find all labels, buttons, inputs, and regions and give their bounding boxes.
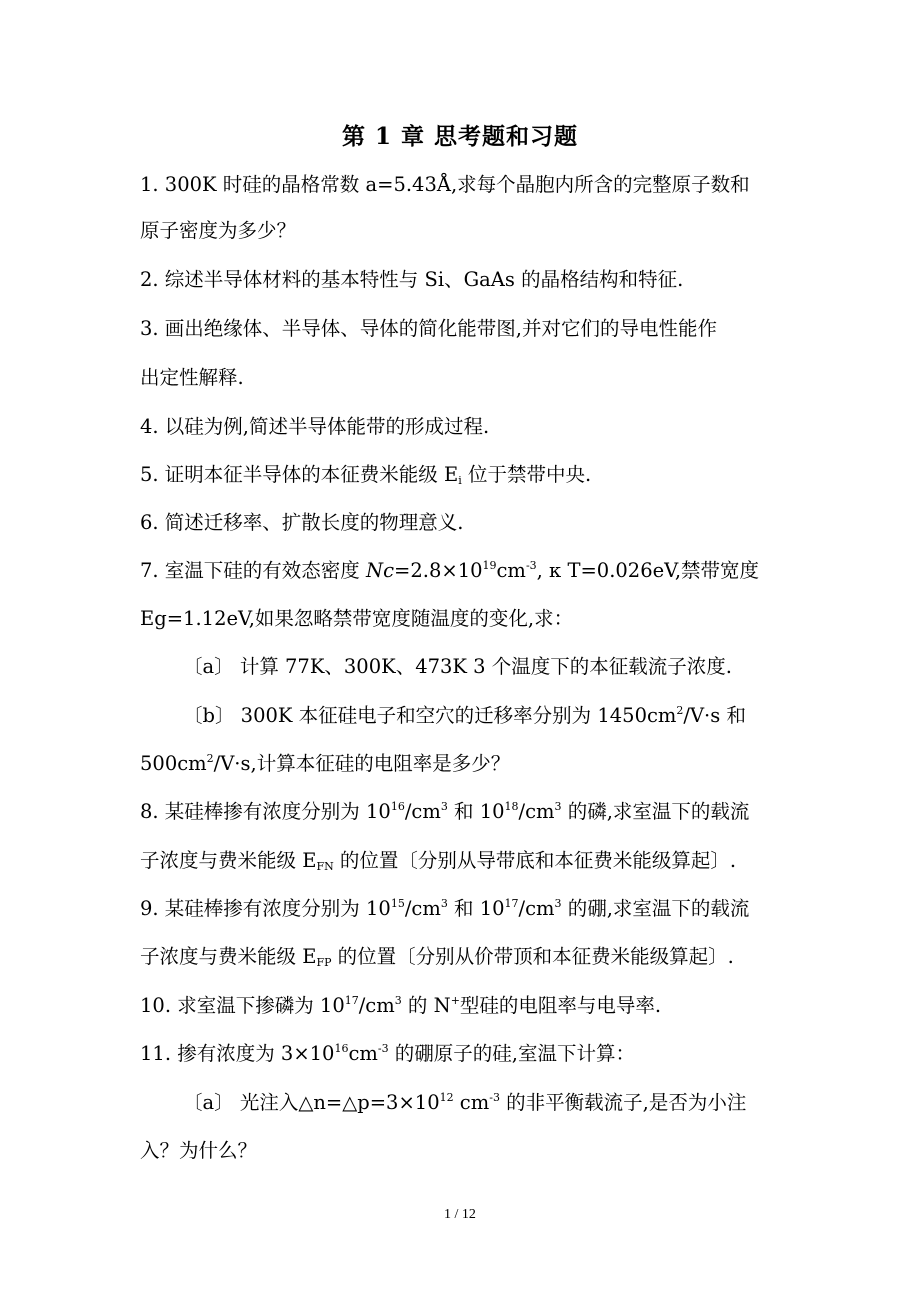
question-2: 2. 综述半导体材料的基本特性与 Si、GaAs 的晶格结构和特征. <box>140 268 684 291</box>
superscript: 3 <box>554 800 562 813</box>
superscript: -3 <box>525 559 537 572</box>
superscript: 16 <box>390 800 405 813</box>
question-11-sub-a-line-1 <box>183 1088 746 1118</box>
text-run: /cm <box>358 994 395 1017</box>
superscript: 17 <box>504 897 519 910</box>
text-run: 的磷,求室温下的载流 <box>561 800 750 823</box>
text-run: cm <box>496 559 526 582</box>
page-title: 第 1 章 思考题和习题 <box>341 123 579 150</box>
text-run: /cm <box>404 800 441 823</box>
text-run: 500cm <box>140 752 207 775</box>
question-7-sub-a: 〔a〕 计算 77K、300K、473K 3 个温度下的本征载流子浓度. <box>183 655 732 678</box>
superscript: 3 <box>440 800 448 813</box>
superscript: 18 <box>504 800 519 813</box>
question-3-line-2: 出定性解释. <box>140 366 244 389</box>
text-run: cm <box>453 1091 490 1114</box>
question-1-line-1: 1. 300K 时硅的晶格常数 a=5.43Å,求每个晶胞内所含的完整原子数和 <box>140 173 750 196</box>
text-run: 和 10 <box>447 897 505 920</box>
question-9-line-1 <box>140 894 749 924</box>
text-run: =2.8×10 <box>394 559 483 582</box>
text-run: , κ T=0.026eV,禁带宽度 <box>536 559 760 582</box>
superscript: -3 <box>489 1091 500 1104</box>
question-7-sub-b-line-1 <box>183 701 746 731</box>
text-run: /V·s 和 <box>683 704 746 727</box>
text-run: 9. 某硅棒掺有浓度分别为 10 <box>140 897 391 920</box>
text-run: 子浓度与费米能级 E <box>140 849 317 872</box>
text-run: 的位置〔分别从导带底和本征费米能级算起〕. <box>333 849 737 872</box>
text-run: 位于禁带中央. <box>461 463 592 486</box>
text-run: /cm <box>404 897 441 920</box>
text-run: 的硼,求室温下的载流 <box>561 897 750 920</box>
text-run: /cm <box>518 800 555 823</box>
superscript: 3 <box>440 897 448 910</box>
subscript: i <box>458 474 462 487</box>
question-8-line-2 <box>140 846 736 876</box>
superscript: -3 <box>377 1042 389 1055</box>
superscript: 2 <box>206 752 214 765</box>
question-10 <box>140 991 661 1021</box>
text-run: 型硅的电阻率与电导率. <box>459 994 662 1017</box>
question-1-line-2: 原子密度为多少？ <box>140 219 297 242</box>
question-7-line-2: Eg=1.12eV,如果忽略禁带宽度随温度的变化,求： <box>140 607 574 630</box>
text-run: 8. 某硅棒掺有浓度分别为 10 <box>140 800 391 823</box>
text-run: 7. 室温下硅的有效态密度 <box>140 559 367 582</box>
superscript: 3 <box>554 897 562 910</box>
text-run: 的硼原子的硅,室温下计算： <box>388 1042 636 1065</box>
superscript: 2 <box>676 704 684 717</box>
text-run: 子浓度与费米能级 E <box>140 945 317 968</box>
text-run: cm <box>348 1042 378 1065</box>
italic-symbol: Nc <box>366 559 394 582</box>
question-5 <box>140 460 591 490</box>
superscript: 3 <box>394 994 402 1007</box>
text-run: 〔a〕 光注入△n=△p=3×10 <box>183 1091 440 1114</box>
question-11 <box>140 1039 635 1069</box>
text-run: 11. 掺有浓度为 3×10 <box>140 1042 335 1065</box>
superscript: + <box>450 994 460 1007</box>
superscript: 16 <box>334 1042 349 1055</box>
superscript: 15 <box>390 897 405 910</box>
superscript: 12 <box>439 1091 454 1104</box>
question-11-sub-a-line-2: 入？为什么？ <box>140 1139 258 1162</box>
page-number: 1 / 12 <box>444 1207 476 1222</box>
text-run: 10. 求室温下掺磷为 10 <box>140 994 345 1017</box>
question-7-sub-b-line-2 <box>140 749 510 779</box>
text-run: 〔b〕 300K 本征硅电子和空穴的迁移率分别为 1450cm <box>183 704 677 727</box>
subscript: FN <box>316 860 334 873</box>
text-run: 的 N <box>401 994 451 1017</box>
question-8-line-1 <box>140 797 749 827</box>
text-run: 的位置〔分别从价带顶和本征费米能级算起〕. <box>331 945 734 968</box>
text-run: /V·s,计算本征硅的电阻率是多少？ <box>213 752 511 775</box>
question-9-line-2 <box>140 942 734 972</box>
text-run: 5. 证明本征半导体的本征费米能级 E <box>140 463 459 486</box>
question-6: 6. 简述迁移率、扩散长度的物理意义. <box>140 511 464 534</box>
subscript: FP <box>316 956 332 969</box>
question-7-line-1 <box>140 556 759 586</box>
text-run: 和 10 <box>447 800 505 823</box>
superscript: 19 <box>482 559 497 572</box>
question-3-line-1: 3. 画出绝缘体、半导体、导体的简化能带图,并对它们的导电性能作 <box>140 317 718 340</box>
text-run: /cm <box>518 897 555 920</box>
question-4: 4. 以硅为例,简述半导体能带的形成过程. <box>140 415 490 438</box>
superscript: 17 <box>344 994 359 1007</box>
text-run: 的非平衡载流子,是否为小注 <box>499 1091 747 1114</box>
